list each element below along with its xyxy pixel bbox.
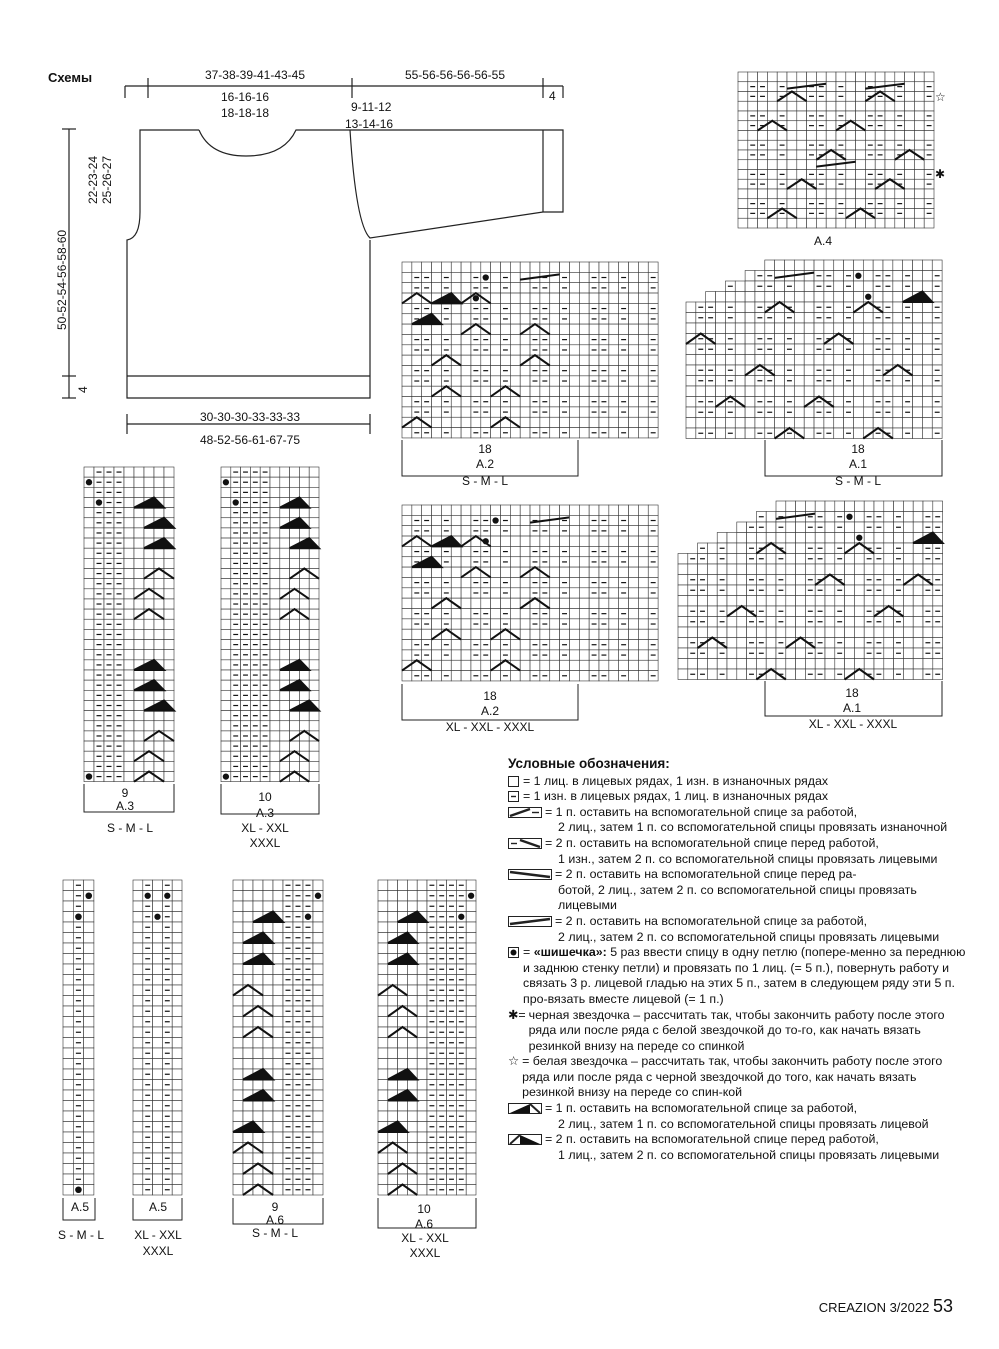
legend-item-purl: = 1 изн. в лицевых рядах, 1 лиц. в изнаночных рядах	[508, 789, 968, 805]
bobble-mark	[492, 517, 498, 523]
sleeve-length-label: 55-56-56-56-56-55	[404, 68, 506, 82]
bobble-mark	[855, 273, 861, 279]
legend-item-cable-3-cont: ботой, 2 лиц., затем 2 п. со вспомогательной спицы провязать лицевыми	[558, 882, 917, 913]
chart-a6-large-count: 10	[417, 1202, 431, 1216]
schematic-title: Схемы	[48, 70, 93, 85]
rib-label: 4	[76, 386, 90, 393]
footer	[819, 1296, 953, 1317]
chart-a5-small-name: A.5	[70, 1200, 89, 1214]
chart-a6-large-sizes-2: XXXL	[409, 1246, 441, 1260]
chart-a2-small-cells	[402, 262, 658, 438]
top-width-label: 37-38-39-41-43-45	[204, 68, 306, 82]
armhole-label-1: 9-11-12	[351, 100, 392, 114]
chart-a3-large-cells	[221, 467, 319, 782]
bottom-label-1: 30-30-30-33-33-33	[199, 410, 301, 424]
legend-item-cable-5-cont: 2 лиц., затем 1 п. со вспомогательной спицы провязать лицевой	[558, 1116, 929, 1131]
legend-item-cable-2-cont: 1 изн., затем 2 п. со вспомогательной спицы провязать лицевыми	[558, 851, 938, 866]
bobble-mark	[483, 274, 489, 280]
total-height-label: 50-52-54-56-58-60	[55, 229, 69, 330]
cable-front-knit-icon	[508, 867, 552, 883]
knit-stitch-icon	[508, 774, 520, 790]
chart-a5-large-sizes-1: XL - XXL	[134, 1228, 182, 1242]
bottom-label-2: 48-52-56-61-67-75	[199, 433, 301, 447]
chart-a2-large-sizes: XL - XXL - XXXL	[445, 720, 535, 734]
chart-a3-large-sizes-2: XXXL	[249, 836, 281, 850]
chart-a1-large-name: A.1	[842, 701, 861, 715]
chart-a6-small-count: 9	[271, 1200, 279, 1214]
bobble-mark	[85, 892, 92, 899]
bobble-icon	[508, 945, 520, 1007]
bobble-mark	[458, 914, 464, 920]
chart-a1-large-sizes: XL - XXL - XXXL	[808, 717, 898, 731]
neck-width-label-2: 18-18-18	[220, 106, 270, 120]
bobble-mark	[468, 893, 474, 899]
bobble-mark	[86, 479, 92, 485]
chart-a2-large-cells	[402, 505, 658, 681]
chart-a1-small-cells	[686, 260, 942, 439]
chart-a1-large-cells	[678, 501, 943, 680]
chart-a4-cells	[738, 72, 934, 228]
bobble-mark	[164, 893, 170, 899]
legend-item-cable-6: = 2 п. оставить на вспомогательной спице перед работой,	[508, 1132, 968, 1148]
chart-a1-small-count: 18	[851, 442, 865, 456]
bobble-mark	[75, 1186, 82, 1193]
chart-a5-large-cells	[133, 880, 182, 1195]
legend-item-cable-5: = 1 п. оставить на вспомогательной спице за работой,	[508, 1101, 968, 1117]
legend-item-black-star: ✱= черная звездочка – рассчитать так, чтобы закончить работу после этого ряда или после ряда с белой звездочкой до то-го, как начать вязать резинкой внизу на переде со спинкой	[508, 1007, 945, 1053]
legend-item-knit: = 1 лиц. в лицевых рядах, 1 изн. в изнаночных рядах	[508, 774, 968, 790]
chart-a6-small-cells	[233, 880, 323, 1195]
chart-a6-large-sizes-1: XL - XXL	[401, 1231, 449, 1245]
magazine-name: CREAZION 3/2022	[818, 1300, 930, 1315]
chart-a2-large-count: 18	[483, 689, 497, 703]
bobble-mark	[473, 295, 479, 301]
purl-stitch-icon	[508, 789, 520, 805]
bobble-mark	[483, 538, 489, 544]
bobble-mark	[315, 893, 321, 899]
chart-a6-small-sizes: S - M - L	[251, 1226, 298, 1240]
bobble-mark	[96, 499, 102, 505]
bobble-mark	[75, 913, 82, 920]
chart-a3-large-count: 10	[258, 790, 272, 804]
chart-a6-large-name: A.6	[414, 1217, 433, 1231]
legend-item-cable-3: = 2 п. оставить на вспомогательной спице перед ра-	[508, 867, 968, 883]
white-star-icon: ☆	[935, 90, 946, 104]
chart-a6-large-cells	[378, 880, 476, 1195]
chart-a2-small-count: 18	[478, 442, 492, 456]
black-star-icon: ✱	[935, 167, 946, 181]
bobble-mark	[223, 773, 229, 779]
height-label-2: 25-26-27	[100, 155, 114, 204]
bobble-mark	[223, 479, 229, 485]
chart-a5-small-sizes: S - M - L	[57, 1228, 104, 1242]
chart-a3-small-name: A.3	[115, 799, 134, 813]
legend-heading: Условные обозначения:	[508, 756, 670, 771]
height-label-1: 22-23-24	[86, 155, 100, 204]
bobble-mark	[846, 514, 852, 520]
legend-item-cable-1: = 1 п. оставить на вспомогательной спице за работой,	[508, 805, 968, 821]
neck-width-label-1: 16-16-16	[220, 90, 270, 104]
cable-front-purl-icon	[508, 836, 542, 852]
chart-a2-small-sizes: S - M - L	[461, 474, 508, 488]
legend-item-bobble: = «шишечка»: 5 раз ввести спицу в одну петлю (попере-менно за переднюю и заднюю стенку петли) и провязать по 1 лиц. (= 5 п.), повернуть работу и связать 3 р. лицевой гладью на этих 5 п., затем в следующем ряду эти 5 п. про-вязать вместе лицевой (= 1 п.)	[508, 945, 968, 1007]
chart-a4-name: A.4	[813, 234, 832, 248]
bobble-term: «шишечка»:	[533, 945, 607, 960]
cable-front-knit1-icon	[508, 1132, 542, 1148]
chart-a5-small-cells	[63, 880, 94, 1195]
chart-a6-small-name: A.6	[265, 1213, 284, 1227]
bobble-mark	[86, 773, 92, 779]
armhole-label-2: 13-14-16	[345, 117, 394, 131]
chart-a3-small-count: 9	[121, 786, 129, 800]
legend-item-white-star: ☆ = белая звездочка – рассчитать так, чтобы закончить работу после этого ряда или после ряда с черной звездочкой до того, как начать вязать резинкой внизу на переде со спин-кой	[508, 1054, 943, 1100]
chart-a3-large-name: A.3	[255, 806, 274, 820]
legend-item-cable-6-cont: 1 лиц., затем 2 п. со вспомогательной спицы провязать лицевыми	[558, 1147, 940, 1162]
chart-a1-small-name: A.1	[848, 457, 867, 471]
cable-back-purl-icon	[508, 805, 542, 821]
bobble-mark	[865, 294, 871, 300]
bobble-mark	[856, 535, 862, 541]
chart-a3-large-sizes-1: XL - XXL	[241, 821, 289, 835]
white-star-icon: ☆	[508, 1054, 520, 1069]
bobble-mark	[154, 914, 160, 920]
legend-item-cable-4-cont: 2 лиц., затем 2 п. со вспомогательной спицы провязать лицевыми	[558, 929, 940, 944]
bobble-mark	[305, 914, 311, 920]
chart-a2-large-name: A.2	[480, 704, 499, 718]
bobble-mark	[233, 499, 239, 505]
chart-a2-small-name: A.2	[475, 457, 494, 471]
page-number: 53	[932, 1296, 953, 1316]
cuff-label: 4	[549, 89, 556, 103]
legend-item-cable-1-cont: 2 лиц., затем 1 п. со вспомогательной спицы провязать изнаночной	[558, 820, 948, 835]
legend-item-cable-2: = 2 п. оставить на вспомогательной спице перед работой,	[508, 836, 968, 852]
chart-a1-large-count: 18	[845, 686, 859, 700]
legend-item-cable-4: = 2 п. оставить на вспомогательной спице за работой,	[508, 914, 968, 930]
cable-back-knit1-icon	[508, 1101, 542, 1117]
cable-back-knit-icon	[508, 914, 552, 930]
chart-a5-large-name: A.5	[148, 1200, 167, 1214]
chart-a3-small-cells	[84, 467, 174, 782]
black-star-icon: ✱=	[508, 1007, 526, 1022]
legend	[508, 756, 968, 1163]
bobble-mark	[145, 893, 151, 899]
chart-a5-large-sizes-2: XXXL	[142, 1244, 174, 1258]
chart-a1-small-sizes: S - M - L	[834, 474, 881, 488]
chart-a3-small-sizes: S - M - L	[106, 821, 153, 835]
